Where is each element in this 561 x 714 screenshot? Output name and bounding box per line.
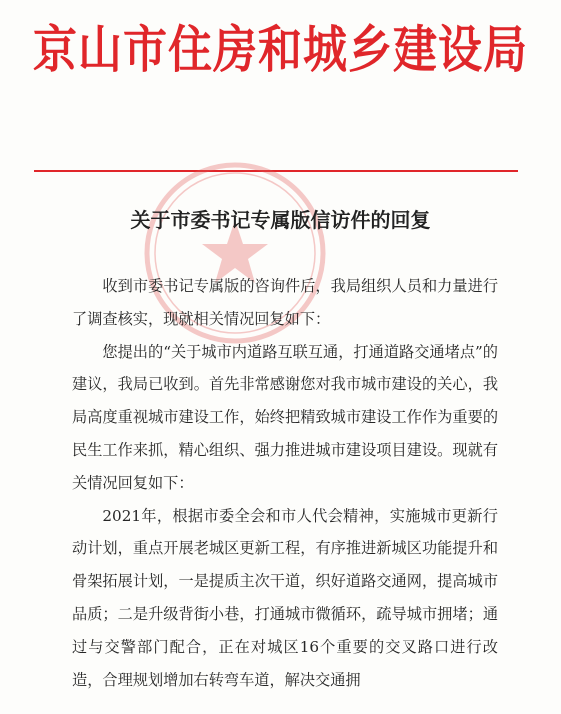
paragraph-suggestion: 您提出的“关于城市内道路互联互通，打通道路交通堵点”的建议，我局已收到。首先非常感谢您对我市城市建设的关心，我局高度重视城市建设工作，始终把精致城市建设工作作为重要的民生工作来抓，精心组织、强力推进城市建设项目建设。现就有关情况回复如下： xyxy=(72,342,498,492)
letterhead-org-name: 京山市住房和城乡建设局 xyxy=(33,21,528,80)
document-body xyxy=(72,270,498,696)
paragraph-intro: 收到市委书记专属版的咨询件后，我局组织人员和力量进行了调查核实，现就相关情况回复如下： xyxy=(72,277,498,328)
document-title: 关于市委书记专属版信访件的回复 xyxy=(130,208,431,232)
paragraph-plan-2021: 2021年，根据市委全会和市人代会精神，实施城市更新行动计划，重点开展老城区更新工程，有序推进新城区功能提升和骨架拓展计划，一是提质主次干道，织好道路交通网，提高城市品质；二是升级背街小巷，打通城市微循环，疏导城市拥堵；通过与交警部门配合，正在对城区16个重要的交叉路口进行改造，合理规划增加右转弯车道，解决交通拥 xyxy=(72,506,498,689)
